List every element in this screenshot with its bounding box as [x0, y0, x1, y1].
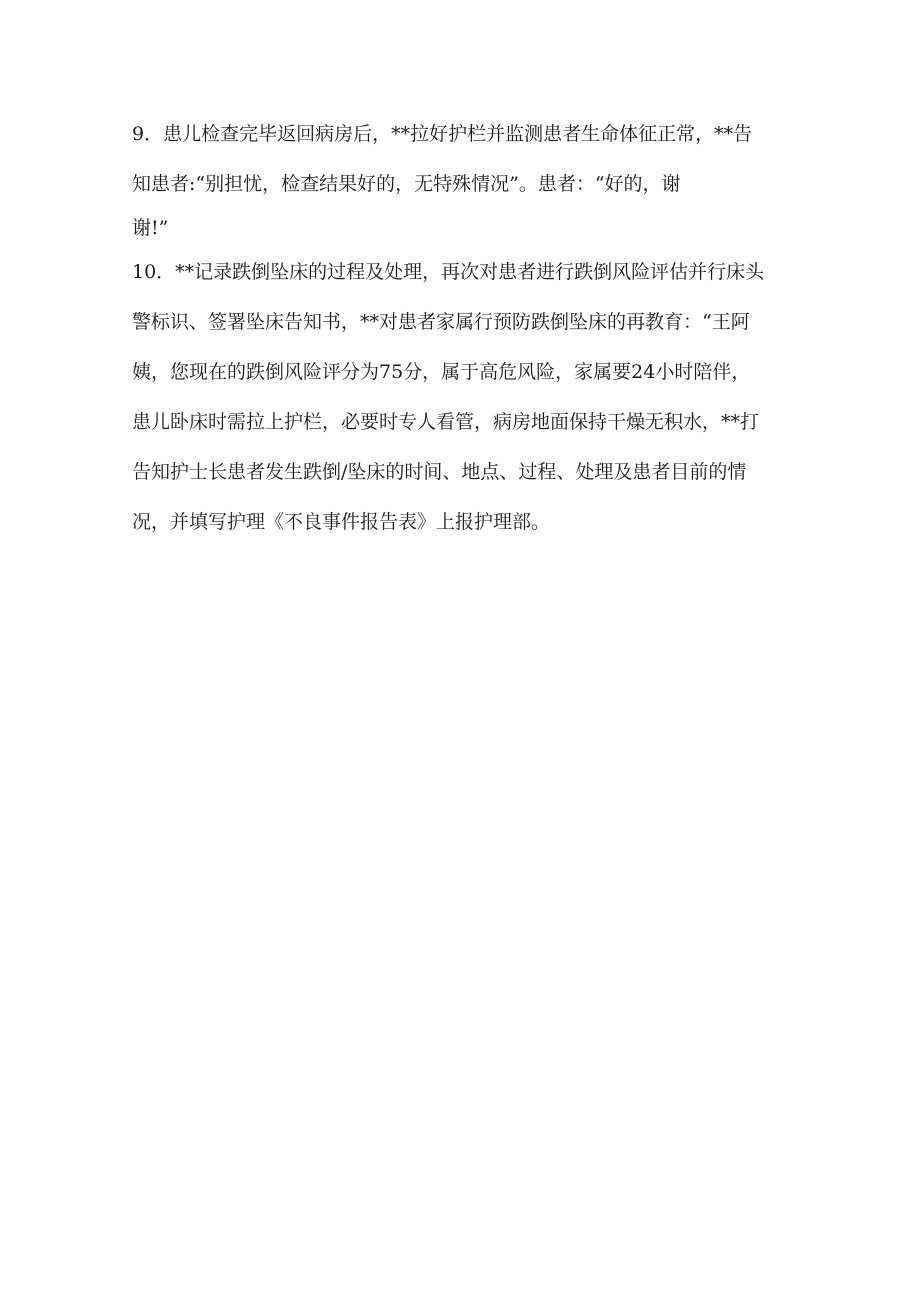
text-line: 10．**记录跌倒坠床的过程及处理，再次对患者进行跌倒风险评估并行床头 — [132, 261, 765, 283]
text-line: 告知护士长患者发生跌倒/坠床的时间、地点、过程、处理及患者目前的情 — [132, 461, 747, 483]
text-line: 姨，您现在的跌倒风险评分为75分，属于高危风险，家属要24小时陪伴， — [132, 361, 751, 383]
paragraph-item-9 — [132, 116, 800, 246]
text-line: 警标识、签署坠床告知书，**对患者家属行预防跌倒坠床的再教育：“王阿 — [132, 311, 750, 333]
paragraph-item-10 — [132, 254, 800, 540]
document-body — [132, 116, 800, 540]
text-line: 患儿卧床时需拉上护栏，必要时专人看管，病房地面保持干燥无积水，**打 — [132, 411, 760, 433]
text-line: 谢!” — [132, 217, 169, 239]
text-line: 知患者:“别担忧，检查结果好的，无特殊情况”。患者：“好的，谢 — [132, 173, 681, 195]
text-line: 9．患儿检查完毕返回病房后，**拉好护栏并监测患者生命体征正常，**告 — [132, 123, 753, 145]
text-line: 况，并填写护理《不良事件报告表》上报护理部。 — [132, 511, 551, 533]
